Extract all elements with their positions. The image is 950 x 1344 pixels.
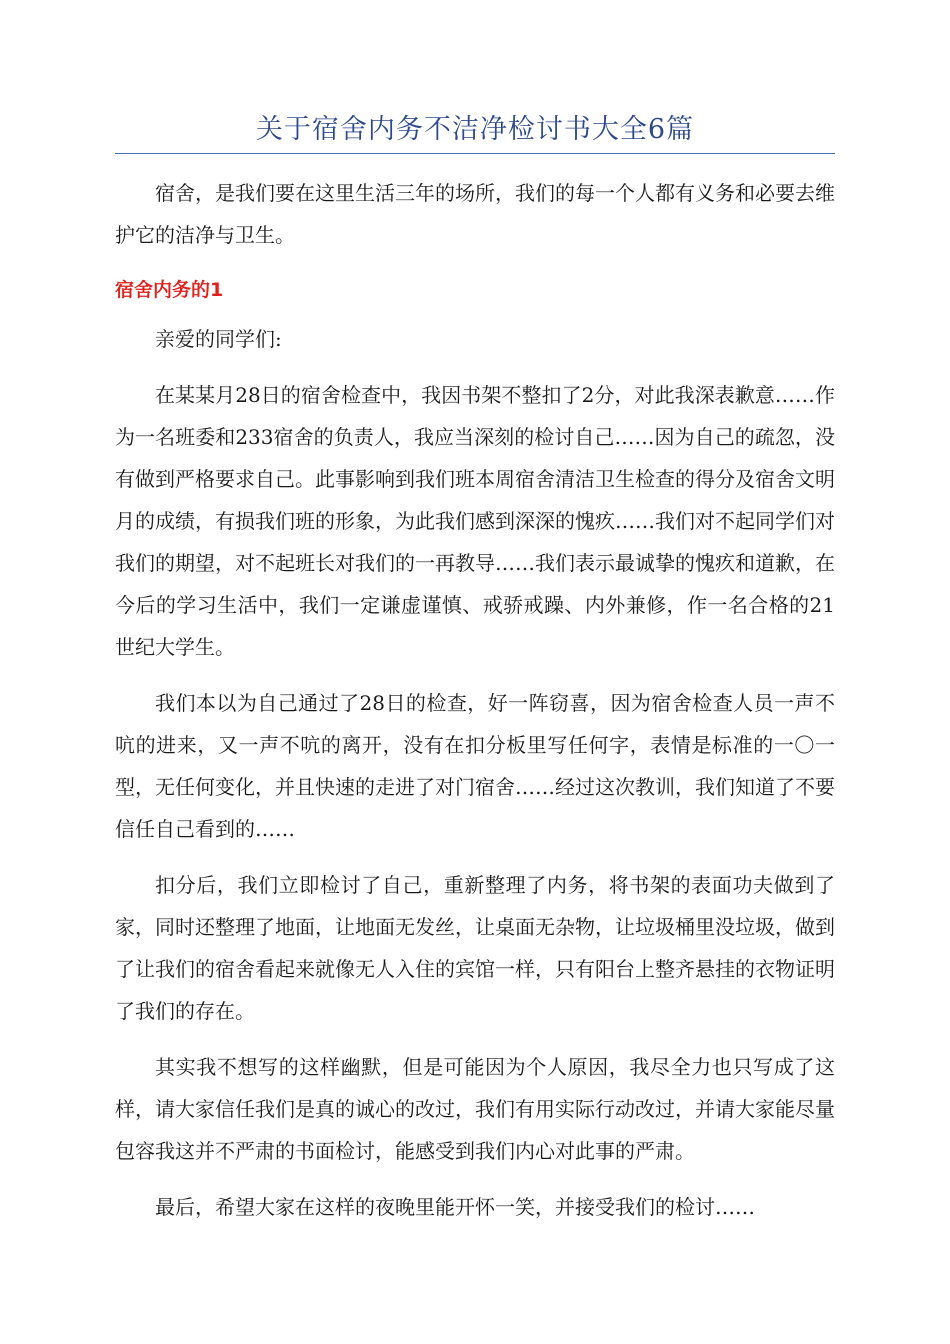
title-underline	[115, 153, 835, 154]
body-paragraph: 在某某月28日的宿舍检查中，我因书架不整扣了2分，对此我深表歉意……作为一名班委和233宿舍的负责人，我应当深刻的检讨自己……因为自己的疏忽，没有做到严格要求自己。此事影响到我们班本周宿舍清洁卫生检查的得分及宿舍文明月的成绩，有损我们班的形象，为此我们感到深深的愧疚……我们对不起同学们对我们的期望，对不起班长对我们的一再教导……我们表示最诚挚的愧疚和道歉，在今后的学习生活中，我们一定谦虚谨慎、戒骄戒躁、内外兼修，作一名合格的21世纪大学生。	[115, 383, 835, 659]
intro-paragraph: 宿舍，是我们要在这里生活三年的场所，我们的每一个人都有义务和必要去维护它的洁净与卫生。	[115, 181, 835, 247]
body-paragraph: 扣分后，我们立即检讨了自己，重新整理了内务，将书架的表面功夫做到了家，同时还整理了地面，让地面无发丝，让桌面无杂物，让垃圾桶里没垃圾，做到了让我们的宿舍看起来就像无人入住的宾馆一样，只有阳台上整齐悬挂的衣物证明了我们的存在。	[115, 873, 835, 1023]
document-title: 关于宿舍内务不洁净检讨书大全6篇	[255, 114, 695, 145]
salutation-paragraph: 亲爱的同学们:	[155, 327, 282, 351]
closing-paragraph: 最后，希望大家在这样的夜晚里能开怀一笑，并接受我们的检讨……	[155, 1195, 755, 1219]
document-body	[115, 172, 835, 1242]
body-paragraph: 我们本以为自己通过了28日的检查，好一阵窃喜，因为宿舍检查人员一声不吭的进来，又一声不吭的离开，没有在扣分板里写任何字，表情是标准的一〇一型，无任何变化，并且快速的走进了对门宿舍……经过这次教训，我们知道了不要信任自己看到的……	[115, 691, 835, 841]
section-heading: 宿舍内务的1	[115, 279, 224, 301]
body-paragraph: 其实我不想写的这样幽默，但是可能因为个人原因，我尽全力也只写成了这样，请大家信任我们是真的诚心的改过，我们有用实际行动改过，并请大家能尽量包容我这并不严肃的书面检讨，能感受到我们内心对此事的严肃。	[115, 1055, 835, 1163]
